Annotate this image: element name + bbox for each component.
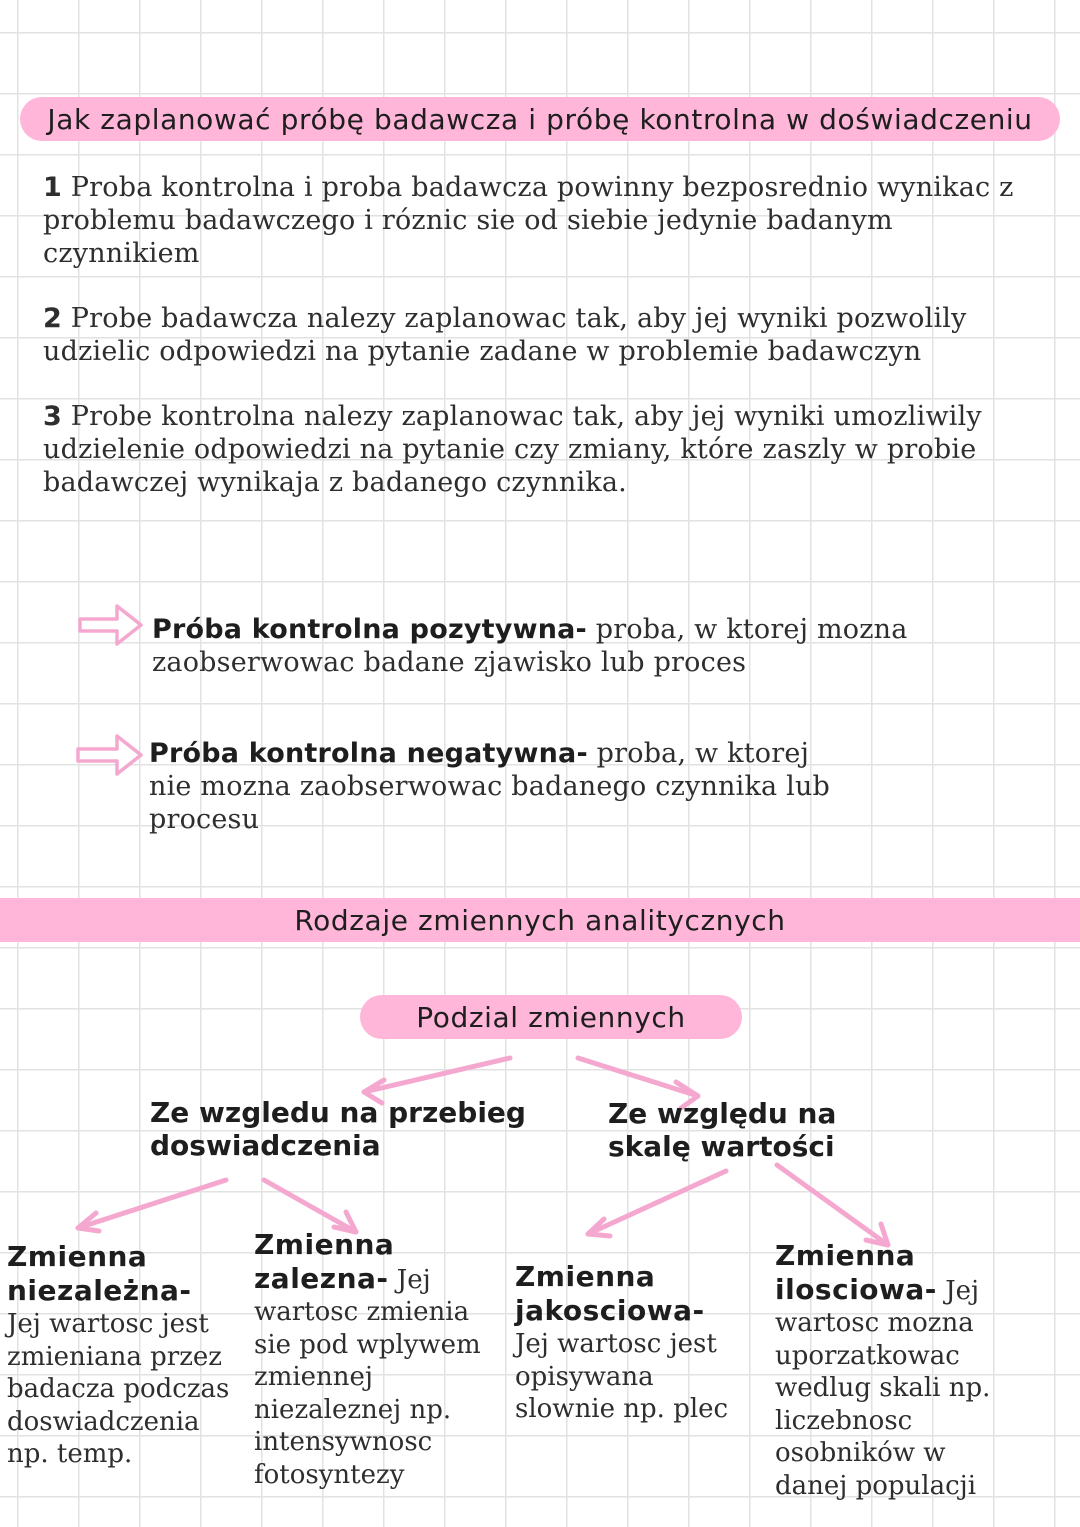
arrow-to-independent-variable	[78, 1180, 226, 1231]
arrow-to-dependent-variable	[264, 1180, 356, 1232]
right-arrow-icon	[78, 736, 141, 774]
branch-left: Ze wzgledu na przebieg doswiadczenia	[150, 1096, 526, 1162]
variable-term: Zmienna ilosciowa-	[775, 1239, 937, 1306]
negative-control-desc: proba, w ktorej nie mozna zaobserwowac badanego czynnika lub procesu	[149, 738, 831, 835]
page-title-text: Jak zaplanować próbę badawcza i próbę kontrolna w doświadczeniu	[47, 102, 1033, 136]
positive-control-desc: proba, w ktorej mozna zaobserwowac badane zjawisko lub proces	[152, 614, 908, 678]
variable-desc: Jej wartosc mozna uporzatkowac wedlug skali np. liczebnosc osobników w danej populacji	[775, 1275, 991, 1501]
positive-control	[152, 613, 912, 679]
variable-quantitative	[775, 1240, 1015, 1502]
branch-right: Ze względu na skalę wartości	[608, 1097, 837, 1163]
right-arrow-icon	[80, 606, 141, 644]
rule-number: 1	[43, 172, 62, 203]
variable-term: Zmienna jakosciowa-	[515, 1260, 705, 1327]
variable-term: Zmienna zalezna-	[254, 1228, 395, 1295]
rule-text: Proba kontrolna i proba badawcza powinny bezposrednio wynikac z problemu badawczego i róznic sie od siebie jedynie badanym czynnikiem	[43, 172, 1014, 269]
arrow-to-qualitative-variable	[588, 1171, 726, 1236]
rule-text: Probe badawcza nalezy zaplanowac tak, aby jej wyniki pozwolily udzielic odpowiedzi na pytanie zadane w problemie badawczyn	[43, 303, 967, 367]
variable-desc: Jej wartosc jest zmieniana przez badacza podczas doswiadczenia np. temp.	[7, 1309, 230, 1469]
root-node	[360, 995, 742, 1039]
rule-number: 3	[43, 401, 62, 432]
section-title	[0, 898, 1080, 942]
negative-control-term: Próba kontrolna negatywna-	[149, 738, 588, 769]
positive-control-term: Próba kontrolna pozytywna-	[152, 614, 587, 645]
rule-text: Probe kontrolna nalezy zaplanowac tak, aby jej wyniki umozliwily udzielenie odpowiedzi na pytanie czy zmiany, które zaszly w probie badawczej wynikaja z badanego czynnika.	[43, 401, 982, 498]
root-node-text: Podzial zmiennych	[416, 1000, 686, 1034]
negative-control	[149, 737, 839, 836]
variable-dependent	[254, 1229, 494, 1491]
variable-desc: Jej wartosc jest opisywana slownie np. plec	[515, 1329, 729, 1424]
variable-qualitative	[515, 1261, 745, 1426]
variable-desc: Jej wartosc zmienia sie pod wplywem zmiennej niezaleznej np. intensywnosc fotosyntezy	[254, 1264, 481, 1490]
arrow-to-quantitative-variable	[777, 1165, 888, 1245]
rule-number: 2	[43, 303, 62, 334]
variable-term: Zmienna niezależna-	[7, 1240, 192, 1307]
section-title-text: Rodzaje zmiennych analitycznych	[294, 903, 786, 937]
variable-independent	[7, 1241, 232, 1471]
